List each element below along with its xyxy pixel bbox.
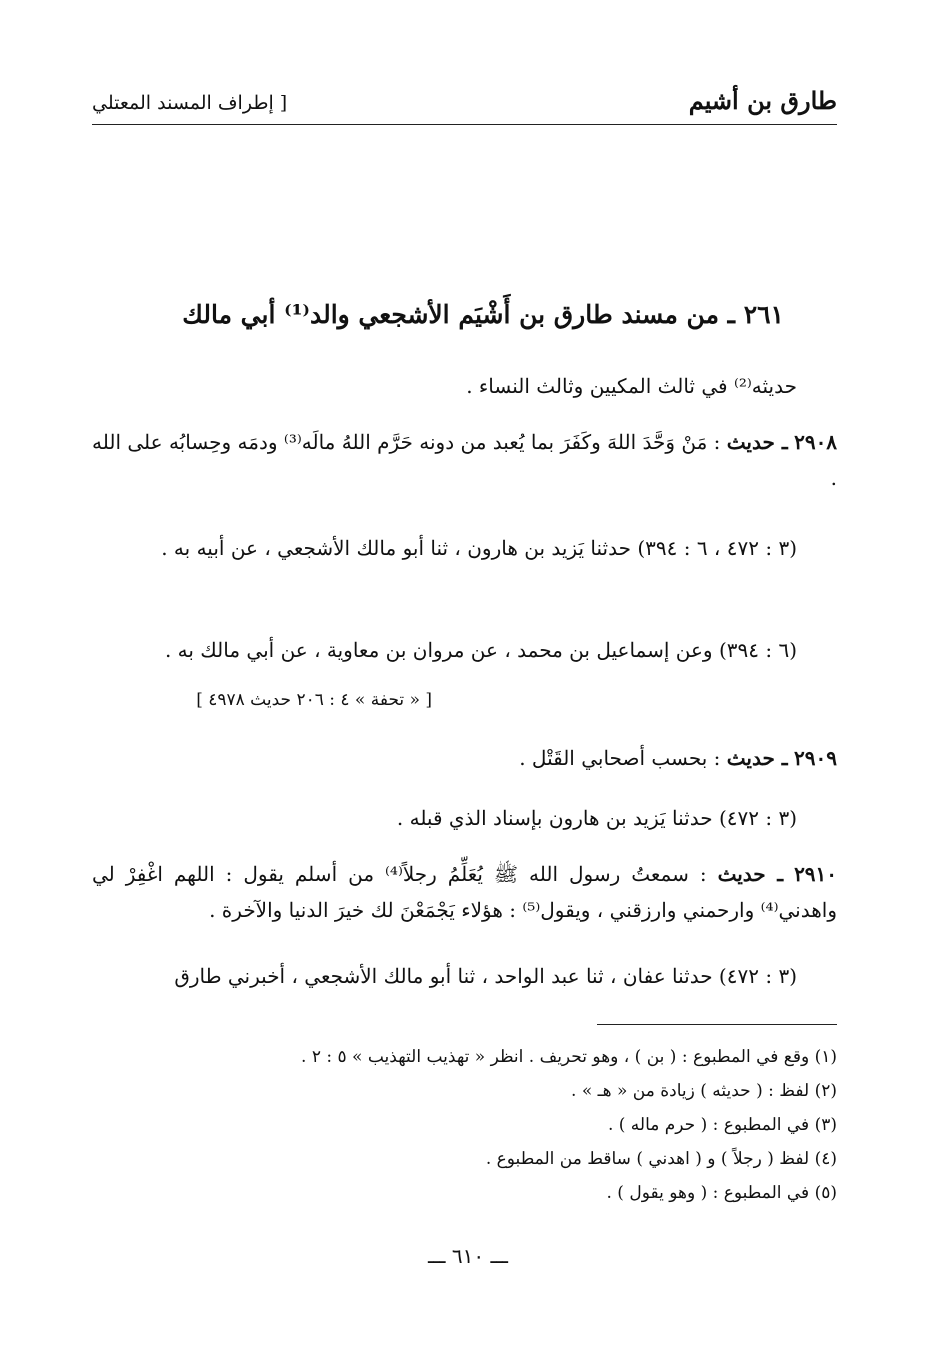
hadith-keyword: ـ حديث	[717, 862, 784, 886]
section-intro: حديثه⁽²⁾ في ثالث المكيين وثالث النساء .	[466, 374, 797, 398]
isnad-2910: (٣ : ٤٧٢) حدثنا عفان ، ثنا عبد الواحد ، ثنا أبو مالك الأشجعي ، أخبرني طارق	[174, 964, 797, 988]
running-header	[92, 86, 837, 125]
hadith-text: : بحسب أصحابي القَتْل .	[519, 746, 721, 770]
footnote-5: (٥) في المطبوع : ( وهو يقول ) .	[606, 1183, 837, 1203]
hadith-number: ٢٩٠٨	[794, 430, 838, 454]
isnad-2908-a: (٣ : ٤٧٢ ، ٦ : ٣٩٤) حدثنا يَزيد بن هارون ، ثنا أبو مالك الأشجعي ، عن أبيه به .	[161, 536, 797, 560]
isnad-2908-b: (٦ : ٣٩٤) وعن إسماعيل بن محمد ، عن مروان بن معاوية ، عن أبي مالك به .	[164, 638, 797, 662]
footnote-2: (٢) لفظ : ( حديثه ) زيادة من « هـ » .	[571, 1081, 837, 1101]
footnote-1: (١) وقع في المطبوع : ( بن ) ، وهو تحريف . انظر « تهذيب التهذيب » ٥ : ٢ .	[301, 1047, 837, 1067]
hadith-keyword: ـ حديث	[726, 746, 788, 770]
footnote-3: (٣) في المطبوع : ( حرم ماله ) .	[607, 1115, 837, 1135]
page-number: ـــ ٦١٠ ـــ	[427, 1244, 509, 1268]
hadith-text: : سمعتُ رسول الله ﷺ يُعَلِّمُ رجلاً⁽⁴⁾ من أسلم يقول : اللهم اغْفِرْ لي واهدني⁽⁴⁾ وارحمني وارزقني ، ويقول⁽⁵⁾ : هؤلاء يَجْمَعْنَ لك خيرَ الدنيا والآخرة .	[92, 862, 837, 922]
hadith-2908	[92, 424, 837, 496]
hadith-number: ٢٩١٠	[794, 862, 838, 886]
footnote-4: (٤) لفظ ( رجلاً ) و ( اهدني ) ساقط من المطبوع .	[485, 1149, 837, 1169]
hadith-text: : مَنْ وَحَّدَ اللهَ وكَفَرَ بما يُعبد من دونه حَرَّم اللهُ مالَه⁽³⁾ ودمَه وحِسابُه على الله .	[92, 430, 837, 490]
isnad-2909: (٣ : ٤٧٢) حدثنا يَزيد بن هارون بإسناد الذي قبله .	[396, 806, 797, 830]
footnote-separator	[597, 1024, 837, 1025]
section-title: ٢٦١ ـ من مسند طارق بن أَشْيَم الأشجعي والد⁽¹⁾ أبي مالك	[182, 300, 784, 329]
hadith-keyword: ـ حديث	[726, 430, 788, 454]
hadith-number: ٢٩٠٩	[794, 746, 837, 770]
header-book-title: [ إطراف المسند المعتلي	[92, 92, 288, 114]
hadith-2910	[92, 856, 837, 928]
tuhfa-reference: [ « تحفة » ٤ : ٢٠٦ حديث ٤٩٧٨ ]	[196, 690, 432, 710]
hadith-2909	[92, 740, 837, 776]
footnotes	[92, 1040, 837, 1210]
header-title: طارق بن أشيم	[688, 86, 837, 115]
